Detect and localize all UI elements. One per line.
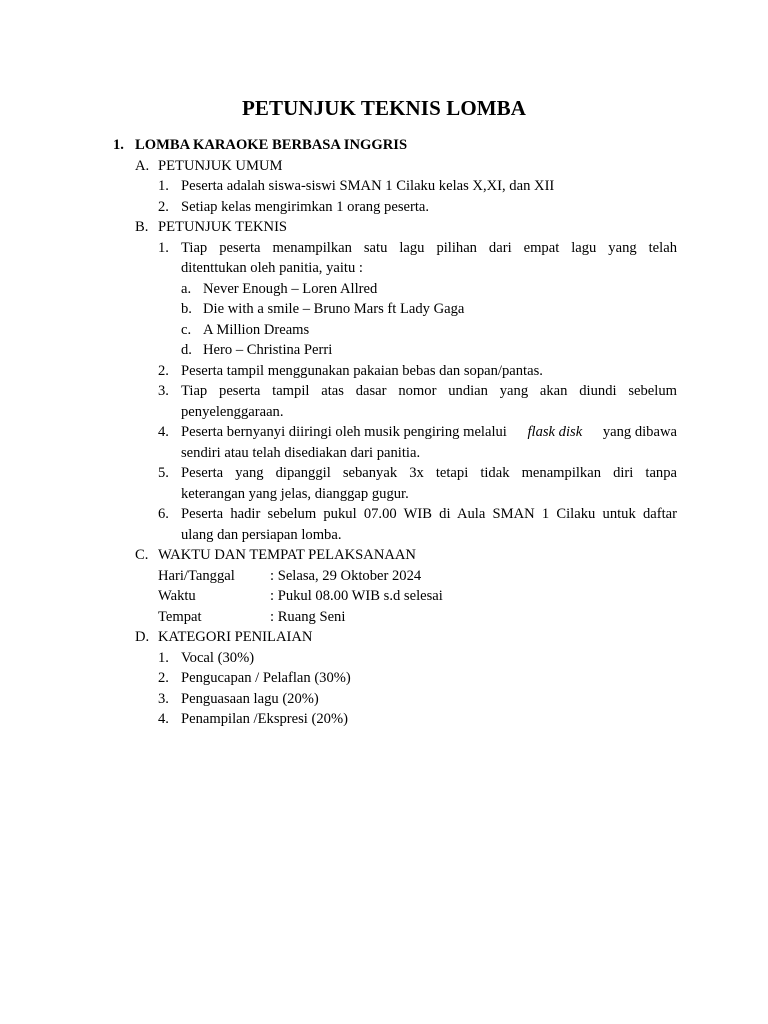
- song-item: [0, 279, 768, 300]
- list-item-text: Peserta adalah siswa-siswi SMAN 1 Cilaku kelas X,XI, dan XII: [181, 178, 555, 194]
- part-d-heading-line: [0, 627, 768, 648]
- list-item-number: 1.: [158, 178, 169, 194]
- list-item: [0, 504, 768, 525]
- list-item-text: Peserta yang dipanggil sebanyak 3x tetapi tidak menampilkan diri tanpa: [181, 465, 677, 481]
- part-d-marker: D.: [135, 629, 150, 645]
- part-b-marker: B.: [135, 219, 149, 235]
- list-item-text: Vocal (30%): [181, 649, 255, 666]
- song-title: Die with a smile – Bruno Mars ft Lady Gaga: [203, 301, 465, 317]
- part-c-marker: C.: [135, 547, 149, 563]
- list-item-number: 4.: [158, 424, 169, 440]
- list-item-continuation: [0, 484, 768, 505]
- song-letter: d.: [181, 342, 192, 358]
- section-heading-line: [0, 135, 768, 156]
- list-item-continuation: [0, 525, 768, 546]
- part-b-heading-line: [0, 217, 768, 238]
- schedule-value: : Ruang Seni: [270, 608, 346, 625]
- part-a-heading-line: [0, 156, 768, 177]
- list-item: [0, 381, 768, 402]
- part-a-marker: A.: [135, 157, 150, 174]
- list-item: [0, 709, 768, 730]
- list-item-number: 4.: [158, 711, 169, 727]
- list-item-continuation: [0, 443, 768, 464]
- list-item-number: 3.: [158, 383, 169, 399]
- list-item: [0, 361, 768, 382]
- song-item: [0, 299, 768, 320]
- part-c-heading-line: [0, 545, 768, 566]
- list-item-text-part: yang dibawa: [602, 424, 677, 440]
- part-d-heading: KATEGORI PENILAIAN: [158, 629, 313, 645]
- list-item-text: Peserta tampil menggunakan pakaian bebas dan sopan/pantas.: [181, 362, 543, 379]
- schedule-label: Tempat: [158, 608, 202, 625]
- list-item-number: 3.: [158, 690, 169, 707]
- song-title: Never Enough – Loren Allred: [203, 280, 378, 297]
- list-item-text: [181, 422, 677, 443]
- list-item: [0, 463, 768, 484]
- document-title: PETUNJUK TEKNIS LOMBA: [241, 96, 527, 120]
- list-item: [0, 648, 768, 669]
- song-title: Hero – Christina Perri: [203, 342, 333, 358]
- list-item-text: ulang dan persiapan lomba.: [181, 526, 342, 543]
- section-number: 1.: [113, 137, 124, 153]
- schedule-value: : Selasa, 29 Oktober 2024: [270, 567, 422, 584]
- song-title: A Million Dreams: [203, 321, 310, 338]
- part-a-heading: PETUNJUK UMUM: [158, 157, 283, 174]
- section-heading: LOMBA KARAOKE BERBASA INGGRIS: [135, 137, 408, 153]
- list-item-text: Tiap peserta tampil atas dasar nomor undian yang akan diundi sebelum: [181, 383, 677, 399]
- schedule-label: Hari/Tanggal: [158, 567, 235, 584]
- song-item: [0, 320, 768, 341]
- list-item: [0, 689, 768, 710]
- list-item-text: Tiap peserta menampilkan satu lagu pilihan dari empat lagu yang telah: [181, 239, 677, 256]
- song-letter: a.: [181, 280, 192, 297]
- list-item: [0, 668, 768, 689]
- list-item-number: 2.: [158, 362, 169, 379]
- list-item-number: 1.: [158, 649, 169, 666]
- song-letter: c.: [181, 321, 192, 338]
- list-item-text: Penguasaan lagu (20%): [181, 690, 319, 707]
- song-item: [0, 340, 768, 361]
- schedule-label: Waktu: [158, 588, 196, 604]
- list-item-text: sendiri atau telah disediakan dari panitia.: [181, 444, 421, 461]
- part-c-heading: WAKTU DAN TEMPAT PELAKSANAAN: [158, 547, 416, 563]
- list-item-number: 2.: [158, 198, 169, 215]
- list-item-text: Peserta hadir sebelum pukul 07.00 WIB di Aula SMAN 1 Cilaku untuk daftar: [181, 506, 677, 522]
- list-item: [0, 176, 768, 197]
- schedule-row: [0, 607, 768, 628]
- list-item: [0, 197, 768, 218]
- list-item-text: penyelenggaraan.: [181, 403, 284, 420]
- list-item-number: 1.: [158, 239, 169, 256]
- schedule-row: [0, 566, 768, 587]
- list-item: [0, 422, 768, 443]
- emphasized-term: flask disk: [527, 424, 583, 440]
- list-item: [0, 238, 768, 259]
- schedule-row: [0, 586, 768, 607]
- list-item-continuation: [0, 402, 768, 423]
- part-b-heading: PETUNJUK TEKNIS: [158, 219, 288, 235]
- list-item-number: 5.: [158, 465, 169, 481]
- list-item-text: keterangan yang jelas, dianggap gugur.: [181, 485, 409, 502]
- list-item-text: ditenttukan oleh panitia, yaitu :: [181, 260, 363, 276]
- list-item-continuation: [0, 258, 768, 279]
- schedule-value: : Pukul 08.00 WIB s.d selesai: [270, 588, 443, 604]
- song-letter: b.: [181, 301, 192, 317]
- list-item-text: Penampilan /Ekspresi (20%): [181, 711, 348, 727]
- list-item-text: Pengucapan / Pelaflan (30%): [181, 670, 351, 686]
- list-item-number: 2.: [158, 670, 169, 686]
- list-item-text-part: Peserta bernyanyi diiringi oleh musik pengiring melalui: [181, 424, 507, 440]
- list-item-text: Setiap kelas mengirimkan 1 orang peserta.: [181, 198, 430, 215]
- list-item-number: 6.: [158, 506, 169, 522]
